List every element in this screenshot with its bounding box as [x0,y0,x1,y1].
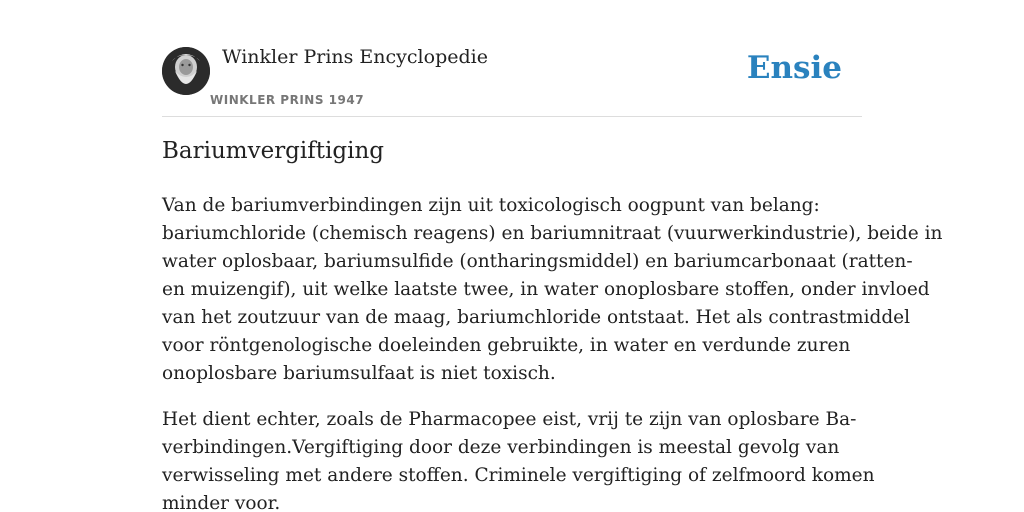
text-line: Het dient echter, zoals de Pharmacopee eist, vrij te zijn van oplosbare Ba- [162,409,857,430]
entry-title: Bariumvergiftiging [162,138,384,164]
entry-body [162,192,943,512]
text-line: van het zoutzuur van de maag, bariumchloride ontstaat. Het als contrastmiddel [162,307,911,328]
text-line: verwisseling met andere stoffen. Criminele vergiftiging of zelfmoord komen [162,465,875,486]
source-header [162,40,862,117]
text-line: en muizengif), uit welke laatste twee, in water onoplosbare stoffen, onder invloed [162,279,930,300]
source-subtitle: WINKLER PRINS 1947 [210,93,365,107]
bearded-man-portrait-icon [162,47,210,95]
source-title[interactable]: Winkler Prins Encyclopedie [222,46,488,68]
text-line: verbindingen.Vergiftiging door deze verbindingen is meestal gevolg van [162,437,840,458]
paragraph [162,406,875,512]
text-line: Van de bariumverbindingen zijn uit toxicologisch oogpunt van belang: [162,195,820,216]
text-line: bariumchloride (chemisch reagens) en bariumnitraat (vuurwerkindustrie), beide in [162,223,943,244]
text-line: water oplosbaar, bariumsulfide (ontharingsmiddel) en bariumcarbonaat (ratten- [162,251,913,272]
source-avatar[interactable] [162,47,210,95]
text-line: voor röntgenologische doeleinden gebruikte, in water en verdunde zuren [162,335,851,356]
text-line: minder voor. [162,493,281,512]
ensie-logo-link[interactable]: Ensie [746,50,842,86]
text-line: onoplosbare bariumsulfaat is niet toxisch. [162,363,556,384]
paragraph [162,192,943,388]
